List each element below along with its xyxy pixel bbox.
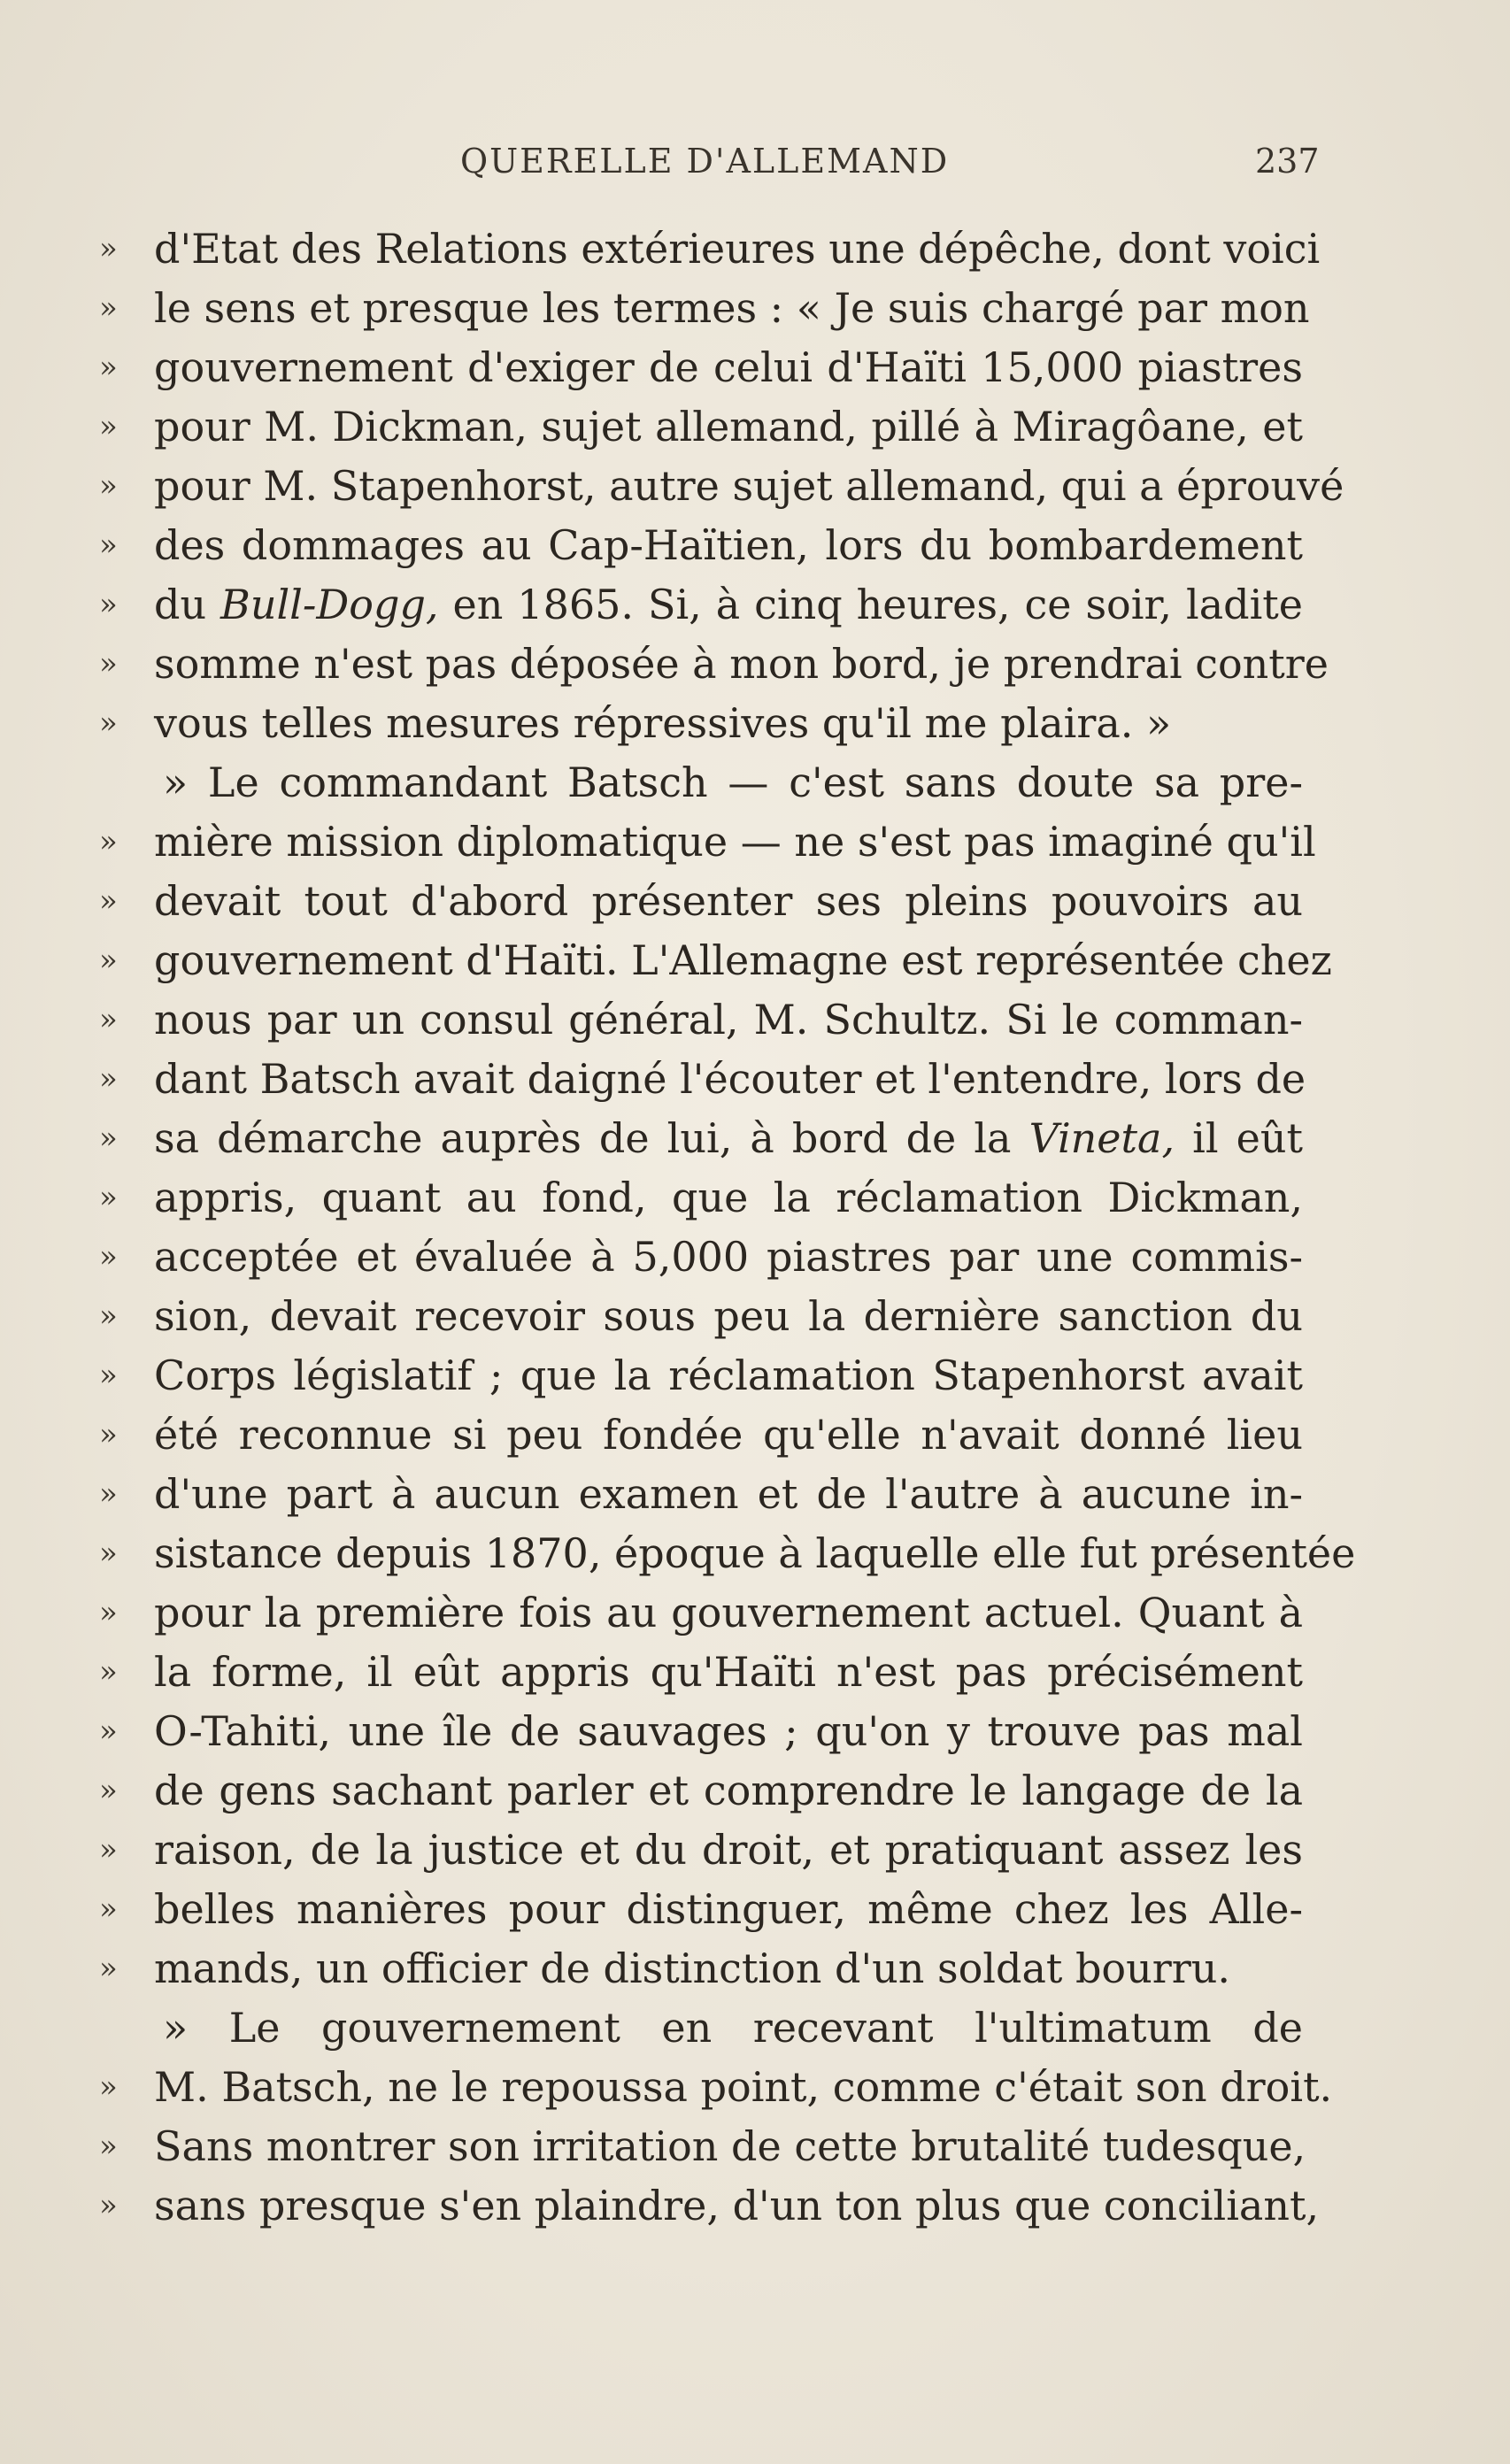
text-line — [99, 1939, 1303, 1998]
text-line — [99, 1050, 1306, 1109]
text-line — [99, 1168, 1303, 1228]
line-text: O-Tahiti, une île de sauvages ; qu'on y trouve pas mal — [154, 1707, 1303, 1755]
text-line — [99, 1702, 1303, 1761]
quote-mark: » — [99, 1891, 118, 1927]
quote-mark: » — [99, 883, 118, 919]
text-line — [99, 1821, 1303, 1880]
text-line — [99, 635, 1329, 694]
quote-mark: » — [99, 1417, 118, 1452]
text-line — [99, 1405, 1303, 1465]
paragraph-start-line — [99, 1998, 1303, 2058]
quote-mark: » — [99, 1595, 118, 1630]
text-line — [99, 2117, 1306, 2176]
line-text-part: il eût — [1175, 1114, 1304, 1162]
quote-mark: » — [99, 1536, 118, 1571]
line-text-part: sa démarche auprès de lui, à bord de la — [154, 1114, 1029, 1162]
quote-mark: » — [99, 1358, 118, 1393]
line-text: nous par un consul général, M. Schultz. Si le comman- — [154, 996, 1303, 1043]
text-line — [99, 1643, 1303, 1702]
quote-mark: » — [99, 468, 118, 504]
line-text: d'Etat des Relations extérieures une dépêche, dont voici — [154, 225, 1321, 273]
line-text: mands, un officier de distinction d'un soldat bourru. — [154, 1944, 1230, 1992]
text-line — [99, 2176, 1320, 2236]
ship-name-vineta: Vineta, — [1028, 1114, 1175, 1162]
paragraph-start-line — [99, 753, 1303, 812]
line-text-part: en 1865. Si, à cinq heures, ce soir, ladite — [438, 581, 1303, 628]
line-text: été reconnue si peu fondée qu'elle n'avait donné lieu — [154, 1411, 1303, 1459]
quote-mark: » — [99, 1713, 118, 1749]
quote-mark: » — [99, 1002, 118, 1037]
line-text: somme n'est pas déposée à mon bord, je prendrai contre — [154, 640, 1329, 688]
quote-mark: » — [99, 1654, 118, 1690]
line-text: Corps législatif ; que la réclamation Stapenhorst avait — [154, 1351, 1303, 1399]
line-text: M. Batsch, ne le repoussa point, comme c'était son droit. — [154, 2063, 1333, 2111]
quote-mark: » — [99, 1951, 118, 1986]
text-line — [99, 1761, 1303, 1821]
quote-mark: » — [99, 1061, 118, 1097]
line-text: devait tout d'abord présenter ses pleins pouvoirs au — [154, 877, 1303, 925]
text-line — [99, 338, 1303, 397]
text-line — [99, 931, 1332, 990]
quote-mark: » — [99, 1298, 118, 1334]
text-line — [99, 575, 1303, 635]
ship-name-bull-dogg: Bull-Dogg, — [220, 581, 439, 628]
line-text: pour M. Dickman, sujet allemand, pillé à Miragôane, et — [154, 403, 1303, 450]
text-line — [99, 1228, 1303, 1287]
line-text: vous telles mesures répressives qu'il me plaira. » — [154, 699, 1172, 747]
text-line — [99, 812, 1316, 872]
quote-mark: » — [99, 2129, 118, 2164]
line-text: le sens et presque les termes : « Je suis chargé par mon — [154, 284, 1310, 332]
quote-mark: » — [99, 2069, 118, 2105]
line-text: mière mission diplomatique — ne s'est pas imaginé qu'il — [154, 818, 1316, 866]
quote-mark: » — [99, 824, 118, 859]
quote-mark: » — [99, 2188, 118, 2223]
line-text: Sans montrer son irritation de cette brutalité tudesque, — [154, 2122, 1306, 2170]
line-text-part: du — [154, 581, 221, 628]
text-line — [99, 1109, 1303, 1168]
line-text: belles manières pour distinguer, même chez les Alle- — [154, 1885, 1303, 1933]
body-text — [99, 219, 1356, 2236]
text-line — [99, 219, 1321, 279]
text-line — [99, 2058, 1333, 2117]
running-title: QUERELLE D'ALLEMAND — [460, 142, 950, 181]
quote-mark: » — [99, 527, 118, 563]
text-line — [99, 872, 1303, 931]
text-line — [99, 1880, 1303, 1939]
quote-mark: » — [99, 1832, 118, 1867]
text-line — [99, 516, 1303, 575]
quote-mark: » — [99, 705, 118, 741]
quote-mark: » — [99, 1476, 118, 1512]
line-text: gouvernement d'exiger de celui d'Haïti 15,000 piastres — [154, 343, 1303, 391]
text-line — [99, 1465, 1303, 1524]
quote-mark: » — [99, 587, 118, 622]
text-line — [99, 457, 1344, 516]
quote-mark: » — [99, 943, 118, 978]
line-text: gouvernement d'Haïti. L'Allemagne est représentée chez — [154, 936, 1332, 984]
text-line — [99, 1583, 1303, 1643]
line-text: d'une part à aucun examen et de l'autre à aucune in- — [154, 1470, 1303, 1518]
text-line — [99, 990, 1303, 1050]
line-text: acceptée et évaluée à 5,000 piastres par une commis- — [154, 1233, 1303, 1281]
line-text: dant Batsch avait daigné l'écouter et l'entendre, lors de — [154, 1055, 1306, 1103]
quote-mark: » — [99, 1239, 118, 1274]
text-line — [99, 1346, 1303, 1405]
line-text: pour la première fois au gouvernement actuel. Quant à — [154, 1589, 1303, 1636]
line-text: des dommages au Cap-Haïtien, lors du bombardement — [154, 521, 1303, 569]
text-line — [99, 694, 1303, 753]
line-text — [154, 1109, 1303, 1168]
text-line — [99, 397, 1303, 457]
line-text: sistance depuis 1870, époque à laquelle elle fut présentée — [154, 1529, 1356, 1577]
quote-mark: » — [99, 646, 118, 681]
text-line — [99, 1287, 1303, 1346]
line-text: sans presque s'en plaindre, d'un ton plus que conciliant, — [154, 2182, 1320, 2229]
line-text: » Le gouvernement en recevant l'ultimatum de — [163, 2004, 1303, 2052]
line-text: raison, de la justice et du droit, et pratiquant assez les — [154, 1826, 1303, 1874]
quote-mark: » — [99, 290, 118, 326]
line-text: appris, quant au fond, que la réclamation Dickman, — [154, 1174, 1303, 1221]
page-number: 237 — [1255, 142, 1320, 181]
quote-mark: » — [99, 231, 118, 266]
quote-mark: » — [99, 1180, 118, 1215]
line-text — [154, 575, 1303, 635]
line-text: pour M. Stapenhorst, autre sujet allemand, qui a éprouvé — [154, 462, 1344, 510]
text-line — [99, 279, 1310, 338]
text-line — [99, 1524, 1356, 1583]
line-text: de gens sachant parler et comprendre le langage de la — [154, 1767, 1303, 1814]
quote-mark: » — [99, 350, 118, 385]
line-text: sion, devait recevoir sous peu la dernière sanction du — [154, 1292, 1303, 1340]
quote-mark: » — [99, 409, 118, 444]
line-text: la forme, il eût appris qu'Haïti n'est pas précisément — [154, 1648, 1303, 1696]
quote-mark: » — [99, 1120, 118, 1156]
line-text: » Le commandant Batsch — c'est sans doute sa pre- — [163, 758, 1303, 806]
quote-mark: » — [99, 1773, 118, 1808]
